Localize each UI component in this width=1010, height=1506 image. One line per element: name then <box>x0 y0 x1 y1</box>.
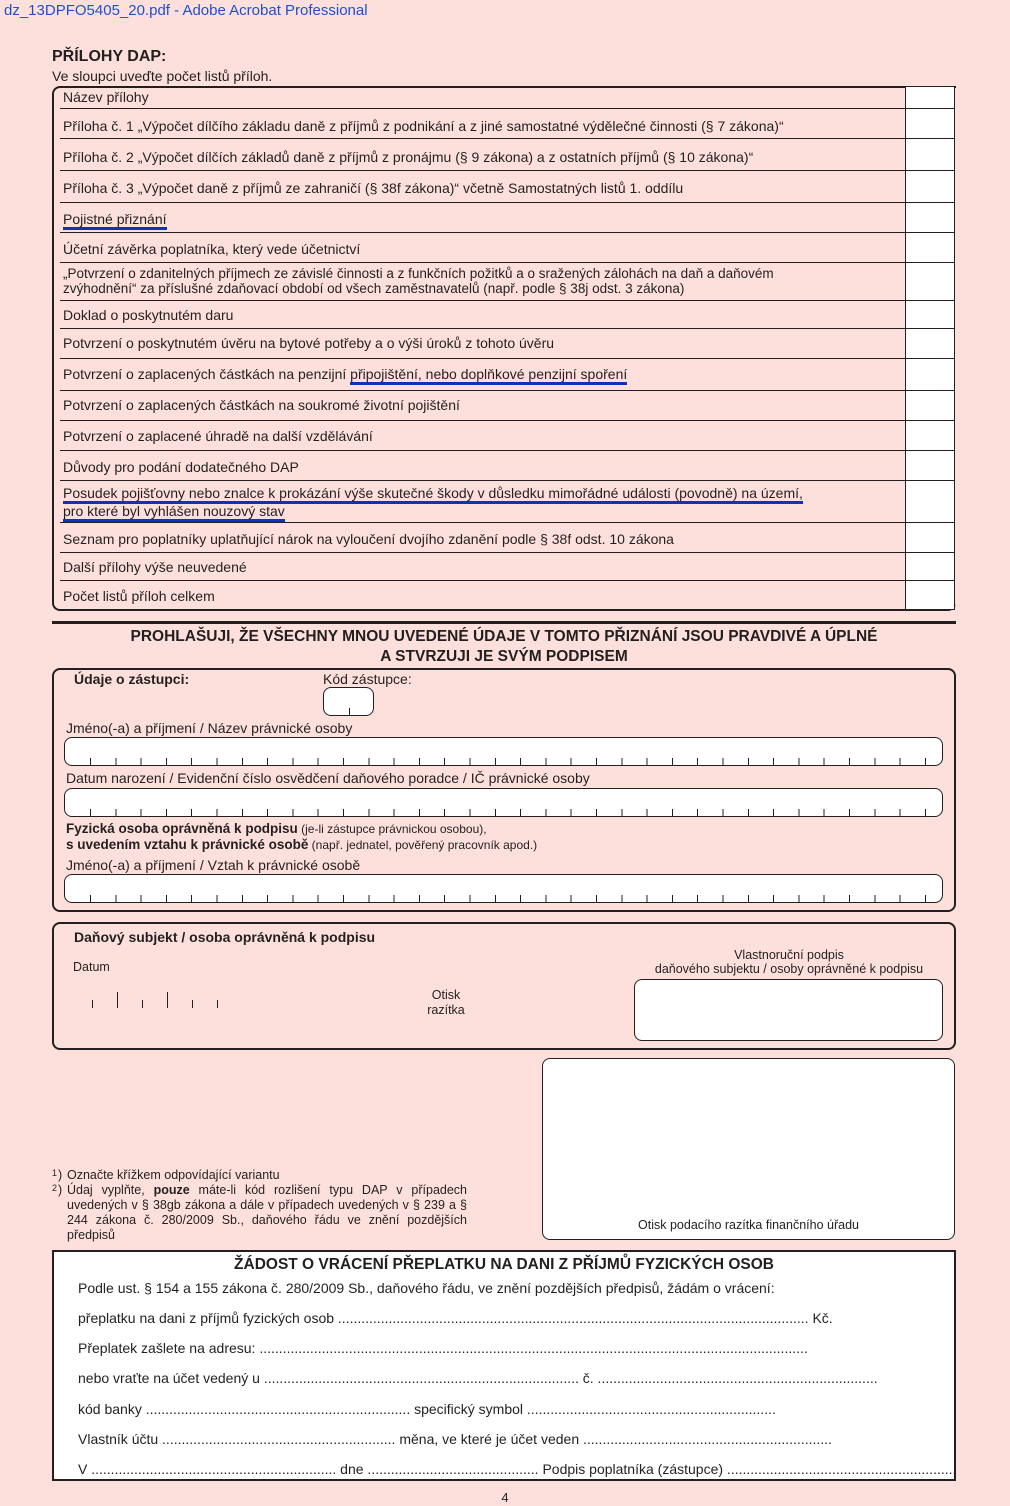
footnotes: 1 ) Označte křížkem odpovídající variantu 2 ) Údaj vyplňte, pouze máte-li kód rozlišení typu DAP v případech uvedených v § 38gb zákona a dále v případech uvedených v § 239 a § 244 zákona č. 280/2009 Sb., daňového řádu ve znění pozdějších předpisů <box>52 1168 468 1242</box>
declaration-line-1: PROHLAŠUJI, ŽE VŠECHNY MNOU UVEDENÉ ÚDAJE V TOMTO PŘIZNÁNÍ JSOU PRAVDIVÉ A ÚPLNÉ <box>130 628 878 645</box>
office-stamp-label: Otisk podacího razítka finančního úřadu <box>638 1218 859 1232</box>
attachments-instruction: Ve sloupci uveďte počet listů příloh. <box>52 68 273 84</box>
relation-label: s uvedením vztahu k právnické osobě <box>66 837 309 852</box>
attachments-heading: PŘÍLOHY DAP: <box>52 48 167 65</box>
footnote-2-b: máte-li kód rozlišení typu DAP v případech uvedených v § 38gb zákona a dále v případech uvedených v § 239 a § 244 zákona č. 280/2009 Sb., daňového řádu ve znění pozdějších předpisů <box>67 1183 468 1242</box>
representative-name-label: Jméno(-a) a příjmení / Název právnické osoby <box>66 720 353 736</box>
overpayment-label: přeplatku na dani z příjmů fyzických osob <box>78 1310 335 1326</box>
attachment-item: pro které byl vyhlášen nouzový stav <box>63 503 285 522</box>
footnote-2-bold: pouze <box>153 1183 190 1197</box>
footnote-mark: 2 <box>52 1183 58 1193</box>
attachment-item: Pojistné přiznání <box>63 211 167 230</box>
attachment-item: Důvody pro podání dodatečného DAP <box>63 459 299 475</box>
stamp-label-line-2: razítka <box>427 1003 465 1017</box>
attachment-item: Účetní závěrka poplatníka, který vede účetnictví <box>63 241 361 257</box>
office-stamp-box <box>542 1058 955 1240</box>
attachment-item-highlight: připojištění, nebo doplňkové penzijní spoření <box>350 366 627 385</box>
signature-caption-line-2: daňového subjektu / osoby oprávněné k podpisu <box>654 962 924 976</box>
signature-label: Daňový subjekt / osoba oprávněná k podpisu <box>74 929 376 945</box>
attachment-item: „Potvrzení o zdanitelných příjmech ze závislé činnosti a z funkčních požitků a o sražených zálohách na daň a daňovém <box>63 266 774 281</box>
attachment-item: Potvrzení o zaplacených částkách na penzijní <box>63 366 351 382</box>
refund-bank-row[interactable]: kód banky .................................................................... specifický symbol ................................................................ <box>78 1401 776 1417</box>
account-label: nebo vraťte na účet vedený u <box>78 1370 260 1386</box>
attachment-item: Potvrzení o zaplacené úhradě na další vzdělávání <box>63 428 373 444</box>
attachment-item: zvýhodnění“ za příslušné zdaňovací období od všech zaměstnavatelů (např. podle § 38j odst. 3 zákona) <box>63 281 685 296</box>
attachment-item: Příloha č. 3 „Výpočet daně z příjmů ze zahraničí (§ 38f zákona)“ včetně Samostatných listů 1. oddílu <box>63 180 684 196</box>
window-title: dz_13DPFO5405_20.pdf - Adobe Acrobat Professional <box>4 2 368 19</box>
representative-id-label: Datum narození / Evidenční číslo osvědčení daňového poradce / IČ právnické osoby <box>66 770 590 786</box>
person-note: (je-li zástupce právnickou osobou), <box>297 822 487 836</box>
stamp-label-line-1: Otisk <box>431 988 461 1002</box>
account-number-label: č. <box>582 1370 594 1386</box>
representative-code-label: Kód zástupce: <box>323 671 412 687</box>
attachment-item: Příloha č. 1 „Výpočet dílčího základu daně z příjmů z podnikání a z jiné samostatné výdělečné činnosti (§ 7 zákona)“ <box>63 118 784 134</box>
address-label: Přeplatek zašlete na adresu: <box>78 1340 256 1356</box>
specific-symbol-label: specifický symbol <box>414 1401 524 1417</box>
date-label: dne <box>340 1461 364 1477</box>
owner-label: Vlastník účtu <box>78 1431 159 1447</box>
footnote-mark: 1 <box>52 1168 58 1178</box>
refund-account-row[interactable]: nebo vraťte na účet vedený u ................................................................................. č. ........................................................................ <box>78 1370 878 1386</box>
column-header: Název přílohy <box>63 89 149 105</box>
divider <box>52 621 956 624</box>
page-number: 4 <box>501 1490 509 1505</box>
refund-address-row[interactable]: Přeplatek zašlete na adresu: ............................................................................................................................................. <box>78 1340 808 1356</box>
date-field[interactable] <box>92 992 222 1008</box>
sheet-count-column[interactable] <box>905 86 955 610</box>
currency-label: Kč. <box>812 1310 833 1326</box>
representative-label: Údaje o zástupci: <box>74 671 190 687</box>
footnote-1: Označte křížkem odpovídající variantu <box>67 1168 280 1182</box>
attachment-item: Doklad o poskytnutém daru <box>63 307 234 323</box>
signature-label: Podpis poplatníka (zástupce) <box>542 1461 724 1477</box>
refund-owner-row[interactable]: Vlastník účtu ............................................................ měna, ve které je účet veden ................................................................ <box>78 1431 832 1447</box>
attachment-item: Další přílohy výše neuvedené <box>63 559 247 575</box>
date-label: Datum <box>73 960 110 974</box>
attachment-item-total: Počet listů příloh celkem <box>63 588 215 604</box>
relation-note: (např. jednatel, pověřený pracovník apod.) <box>308 838 538 852</box>
refund-title: ŽÁDOST O VRÁCENÍ PŘEPLATKU NA DANI Z PŘÍJMŮ FYZICKÝCH OSOB <box>234 1256 774 1273</box>
attachment-item: Posudek pojišťovny nebo znalce k prokázání výše skutečné škody v důsledku mimořádné události (povodně) na území, <box>63 485 803 504</box>
refund-overpayment-row[interactable]: přeplatku na dani z příjmů fyzických osob ......................................................................................................................... Kč. <box>78 1310 833 1326</box>
attachment-item: Seznam pro poplatníky uplatňující nárok na vyloučení dvojího zdanění podle § 38f odst. 10 zákona <box>63 531 674 547</box>
person-label: Fyzická osoba oprávněná k podpisu <box>66 821 298 836</box>
declaration-line-2: A STVRZUJI JE SVÝM PODPISEM <box>380 648 628 665</box>
refund-intro: Podle ust. § 154 a 155 zákona č. 280/2009 Sb., daňového řádu, ve znění pozdějších předpisů, žádám o vrácení: <box>78 1280 775 1296</box>
relation-name-label: Jméno(-a) a příjmení / Vztah k právnické osobě <box>66 857 361 873</box>
attachment-item: Potvrzení o poskytnutém úvěru na bytové potřeby a o výši úroků z tohoto úvěru <box>63 335 555 351</box>
signature-caption-line-1: Vlastnoruční podpis <box>734 948 844 962</box>
place-label: V <box>78 1461 88 1477</box>
bank-code-label: kód banky <box>78 1401 142 1417</box>
signature-field[interactable] <box>634 979 943 1041</box>
currency-name-label: měna, ve které je účet veden <box>399 1431 580 1447</box>
attachment-item: Příloha č. 2 „Výpočet dílčích základů daně z příjmů z pronájmu (§ 9 zákona) a z ostatních příjmů (§ 10 zákona)“ <box>63 149 754 165</box>
attachment-item: Potvrzení o zaplacených částkách na soukromé životní pojištění <box>63 397 460 413</box>
refund-signature-row[interactable]: V ............................................................... dne ............................................ Podpis poplatníka (zástupce) ........................................................... <box>78 1461 957 1477</box>
footnote-2-a: Údaj vyplňte, <box>67 1183 154 1197</box>
